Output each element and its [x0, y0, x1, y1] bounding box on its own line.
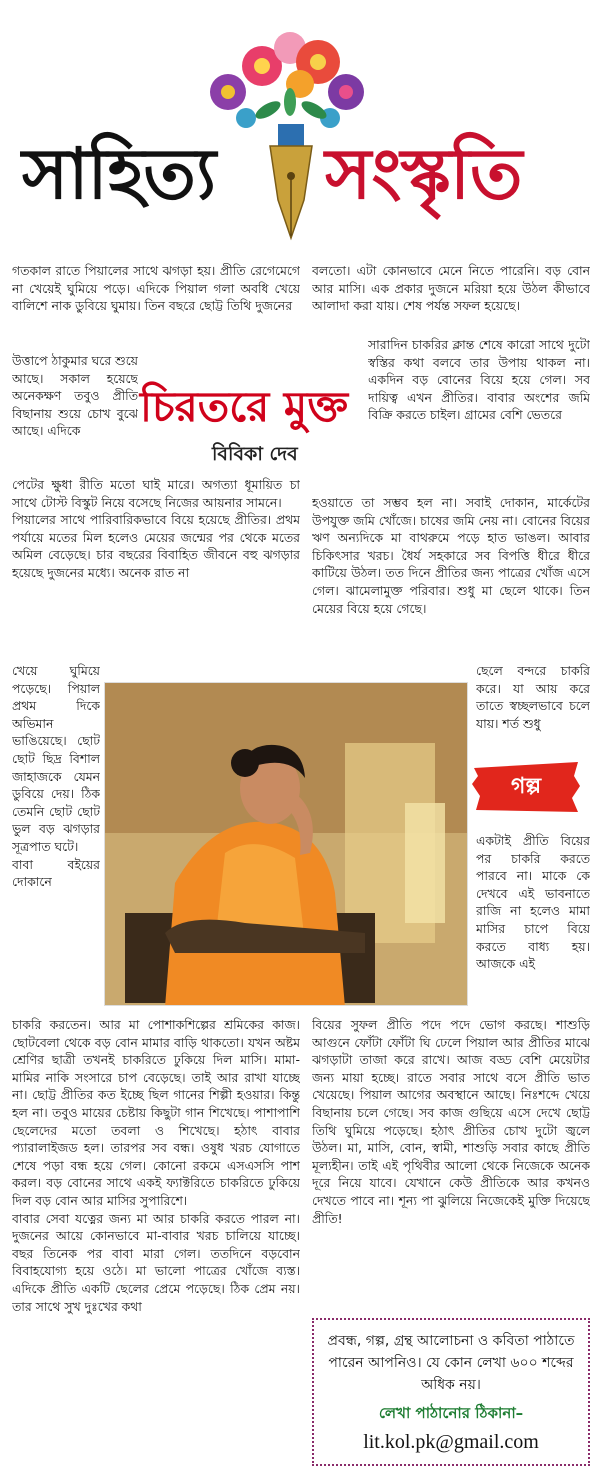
left-column-bottom [12, 1016, 300, 1474]
paragraph: খেয়ে ঘুমিয়ে পড়েছে। পিয়াল প্রথম দিকে অভিমান ভাঙিয়েছে। ছোট ছোট ছিদ্র বিশাল জাহাজকে যেমন ডুবিয়ে দেয়। ঠিক তেমনি ছোট ছোট ভুল বড় ঝগড়ার সূত্রপাত ঘটে। [12, 663, 100, 854]
masthead-title [22, 120, 522, 237]
paragraph: বিয়ের সুফল প্রীতি পদে পদে ভোগ করছে। শাশুড়ি আগুনে ফোঁটা ফোঁটা ঘি ঢেলে পিয়াল আর প্রীতির মাঝে ঝগড়াটা তাজা করে রাখে। আজ বড্ড বেশি মেয়েটার জন্য মায়া হচ্ছে। রাতে সবার সাথে বসে প্রীতি ভাত খেয়েছে। পিয়াল আগের অবস্থানে আছে। নিঃশব্দে খেয়ে বিছানায় চলে গেছে। সব কাজ গুছিয়ে এসে দেখে ছোট্ট তিথি ঘুমিয়ে পড়েছে। হঠাৎ প্রীতির চোখ দুটো জ্বলে উঠল। মা, মাসি, বোন, স্বামী, শাশুড়ি সবার কাছে প্রীতি মূল্যহীন। তাই এই পৃথিবীর আলো থেকে নিজেকে অনেক দূরে নিয়ে যাবে। যেখানে কেউ প্রীতিকে আর কখনও দেখতে পাবে না। শূন্য পা ঝুলিয়ে নিজেকেই মুক্তি দিয়েছে প্রীতি! [312, 1017, 590, 1226]
paragraph: বাবা বইয়ের দোকানে [12, 856, 100, 890]
right-column-bottom [312, 1016, 590, 1312]
story-title: চিরতরে মুক্ত [140, 382, 349, 431]
paragraph: গতকাল রাতে পিয়ালের সাথে ঝগড়া হয়। প্রীতি রেগেমেগে না খেয়েই ঘুমিয়ে পড়ে। এদিকে পিয়াল গলা অবধি খেয়ে বালিশে নাক ডুবিয়ে ঘুমায়। তিন বছরে ছোট্ট তিথি দুজনের [12, 263, 300, 314]
genre-badge [470, 758, 582, 816]
masthead-part1: সাহিত্য [22, 133, 216, 215]
right-column-top [312, 262, 590, 334]
left-column-wrap-title [12, 352, 138, 474]
paragraph: হওয়াতে তা সম্ভব হল না। সবাই দোকান, মার্কেটের উপযুক্ত জমি খোঁজে। চাষের জমি নেয় না। বোনের বিয়ের ঋণ অন্যদিকে মা বাথরুমে পড়ে হাত ভাঙল। আবার চিকিৎসার খরচ। ধৈর্য সহকারে সব বিপত্তি ধীরে ধীরে কাটিয়ে উঠল। তত দিনে প্রীতির জন্য পাত্রের খোঁজ এসে গেল। ঝামেলামুক্ত পরিবার। শুধু মা ছেলে থাকে। তিন মেয়ের বিয়ে হয়ে গেছে। [312, 495, 590, 616]
masthead-part2: সংস্কৃতি [325, 133, 522, 215]
paragraph: ছেলে বন্দরে চাকরি করে। যা আয় করে তাতে স্বচ্ছলভাবে চলে যায়। শর্ত শুধু [476, 663, 590, 731]
paragraph: সারাদিন চাকরির ক্লান্ত শেষে কারো সাথে দুটো স্বস্তির কথা বলবে তার উপায় থাকল না। একদিন বড় বোনের বিয়ে হয়ে গেল। সব দায়িত্ব এখন প্রীতির। বাবার অংশের জমি বিক্রি করতে চাইল। গ্রামের বেশি ভেতরে [368, 337, 590, 423]
woman-illustration [105, 683, 468, 1006]
left-column-narrow [12, 662, 100, 1014]
story-author: বিবিকা দেব [212, 443, 298, 465]
left-column-mid [12, 476, 300, 660]
paragraph: চাকরি করতেন। আর মা পোশাকশিল্পের শ্রমিকের কাজ। ছোটবেলা থেকে বড় বোন মামার বাড়ি থাকতো। যখন অষ্টম শ্রেণির ছাত্রী তখনই চাকরিতে ঢুকিয়ে দিল মাসি। মামা-মামির নাকি সংসারে চাপ বেড়েছে। তাই আর রাখা যাচ্ছে না। ছোট্ট প্রীতির কত ইচ্ছে ছিল গানের শিল্পী হওয়ার। কিন্তু হল না। তবুও মায়ের চেষ্টায় কিছুটা গান শিখেছে। পাশাপাশি ছেলেদের মতো তবলা ও শিখেছে। হঠাৎ বাবার প্যারালাইজড হল। তারপর সব বন্ধ। ওষুধ খরচ যোগাতে শেষে পড়া বন্ধ হয়ে গেল। কোনো রকমে এসএসসি পাশ করল। বড় বোনের সাথে একই ফ্যাক্টরিতে চাকরিতে ঢুকিয়ে দিল বড় বোন আর মাসির সুপারিশে। [12, 1017, 300, 1208]
paragraph: পিয়ালের সাথে পারিবারিকভাবে বিয়ে হয়েছে প্রীতির। প্রথম পর্যায়ে মতের মিল হলেও মেয়ের জন্মের পর থেকে মতের অমিল বেড়েছে। চার বছরের বিবাহিত জীবনে বহু ঝগড়ার হয়েছে দুজনের মধ্যে। অনেক রাত না [12, 512, 300, 580]
genre-label: গল্প [510, 773, 542, 799]
paragraph: বলতো। এটা কোনভাবে মেনে নিতে পারেনি। বড় বোন আর মাসি। এক প্রকার দুজনে মরিয়া হয়ে উঠল কীভাবে আলাদা করা যায়। শেষ পর্যন্ত সফল হয়েছে। [312, 263, 590, 314]
paragraph: একটাই প্রীতি বিয়ের পর চাকরি করতে পারবে না। মাকে কে দেখবে এই ভাবনাতে রাজি না হলেও মামা মাসির চাপে বিয়ে করতে বাধ্য হয়। আজকে এই [476, 833, 590, 972]
story-title-box [140, 382, 365, 474]
left-column-top [12, 262, 300, 352]
right-column-narrow-b [476, 832, 590, 1014]
paragraph: পেটের ক্ষুধা রীতি মতো ঘাই মারে। অগত্যা ধূমায়িত চা সাথে টোস্ট বিস্কুট নিয়ে বসেছে নিজের আয়নার সামনে। [12, 477, 300, 510]
paragraph: বাবার সেবা যত্নের জন্য মা আর চাকরি করতে পারল না। দুজনের আয়ে কোনভাবে মা-বাবার খরচ চালিয়ে যাচ্ছে। বছর তিনেক পর বাবা মারা গেল। ততদিনে বড়বোন বিবাহযোগ্য হয়ে ওঠে। মা ভালো পাত্রের খোঁজে ব্যস্ত। এদিকে প্রীতি একটি ছেলের প্রেমে পড়েছে। ঠিক প্রেম নয়। তার সাথে সুখ দুঃখের কথা [12, 1210, 300, 1314]
paragraph: উত্তাপে ঠাকুমার ঘরে শুয়ে আছে। সকাল হয়েছে অনেকক্ষণ তবুও প্রীতি বিছানায় শুয়ে চোখ বুঝে আছে। এদিকে [12, 353, 138, 439]
story-photo [104, 682, 468, 1006]
masthead [0, 0, 601, 255]
notice-email[interactable]: lit.kol.pk@gmail.com [363, 1431, 539, 1453]
right-column-mid [312, 494, 590, 660]
notice-heading: লেখা পাঠানোর ঠিকানা– [378, 1404, 524, 1422]
notice-body: প্রবন্ধ, গল্প, গ্রন্থ আলোচনা ও কবিতা পাঠাতে পারেন আপনিও। যে কোন লেখা ৬০০ শব্দের অধিক নয়। [327, 1333, 575, 1393]
right-column-narrow-a [476, 662, 590, 754]
right-column-wrap-title [368, 336, 590, 492]
submission-notice [312, 1318, 590, 1466]
